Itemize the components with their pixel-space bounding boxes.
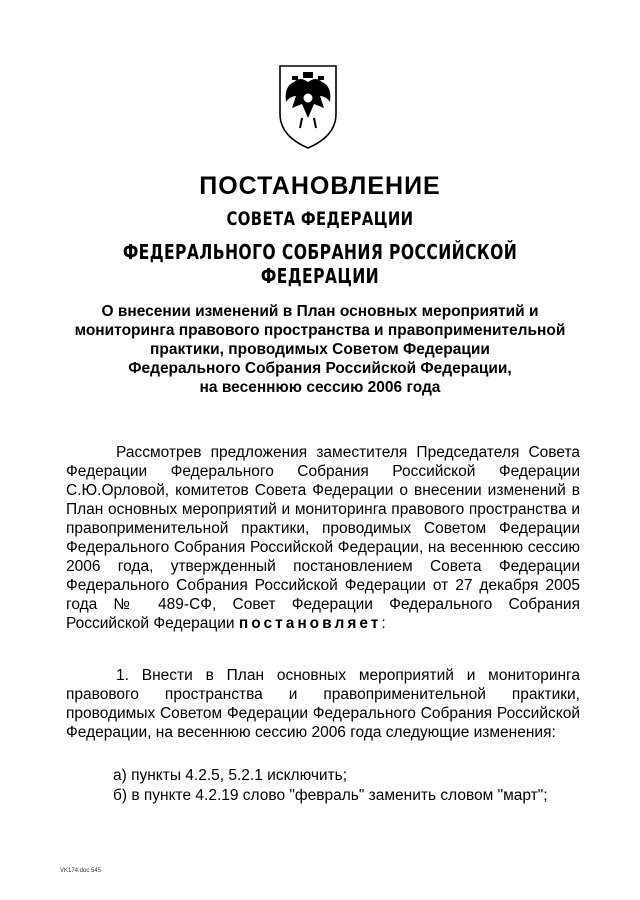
preamble-paragraph — [66, 443, 580, 633]
coat-of-arms-icon — [272, 62, 344, 152]
file-reference: VK174.doc 545 — [60, 868, 102, 874]
resolution-heading — [40, 302, 600, 397]
heading-line: мониторинга правового пространства и правоприменительной — [74, 322, 566, 339]
preamble-text: Рассмотрев предложения заместителя Председателя Совета Федерации Федерального Собрания Российской Федерации С.Ю.Орловой, комитетов Совета Федерации о внесении изменений в План основных мероприятий и мониторинга правового пространства и правоприменительной практики, проводимых Советом Федерации Федерального Собрания Российской Федерации, на весеннюю сессию 2006 года, утвержденный постановлением Совета Федерации Федерального Собрания Российской Федерации от 27 декабря 2005 года № 489-СФ, Совет Федерации Федерального Собрания Российской Федерации — [66, 444, 580, 632]
clause-item-b: б) в пункте 4.2.19 слово "февраль" заменить словом "март"; — [113, 787, 548, 804]
clause-1-paragraph: 1. Внести в План основных мероприятий и мониторинга правового пространства и правоприменительной практики, проводимых Советом Федерации Федерального Собрания Российской Федерации, на весеннюю сессию 2006 года следующие изменения: — [66, 667, 580, 741]
heading-line: Федерального Собрания Российской Федерации, — [128, 360, 512, 377]
heading-line: О внесении изменений в План основных мероприятий и — [101, 303, 539, 320]
issuer-line-1: СОВЕТА ФЕДЕРАЦИИ — [226, 208, 414, 230]
resolves-word: постановляет — [238, 615, 382, 632]
document-title: ПОСТАНОВЛЕНИЕ — [199, 172, 441, 200]
heading-line: на весеннюю сессию 2006 года — [199, 379, 441, 396]
issuer-line-2: ФЕДЕРАЛЬНОГО СОБРАНИЯ РОССИЙСКОЙ ФЕДЕРАЦИИ — [122, 240, 518, 288]
preamble-end: : — [381, 615, 386, 632]
heading-line: практики, проводимых Советом Федерации — [150, 341, 490, 358]
clause-item-a: а) пункты 4.2.5, 5.2.1 исключить; — [113, 767, 348, 784]
